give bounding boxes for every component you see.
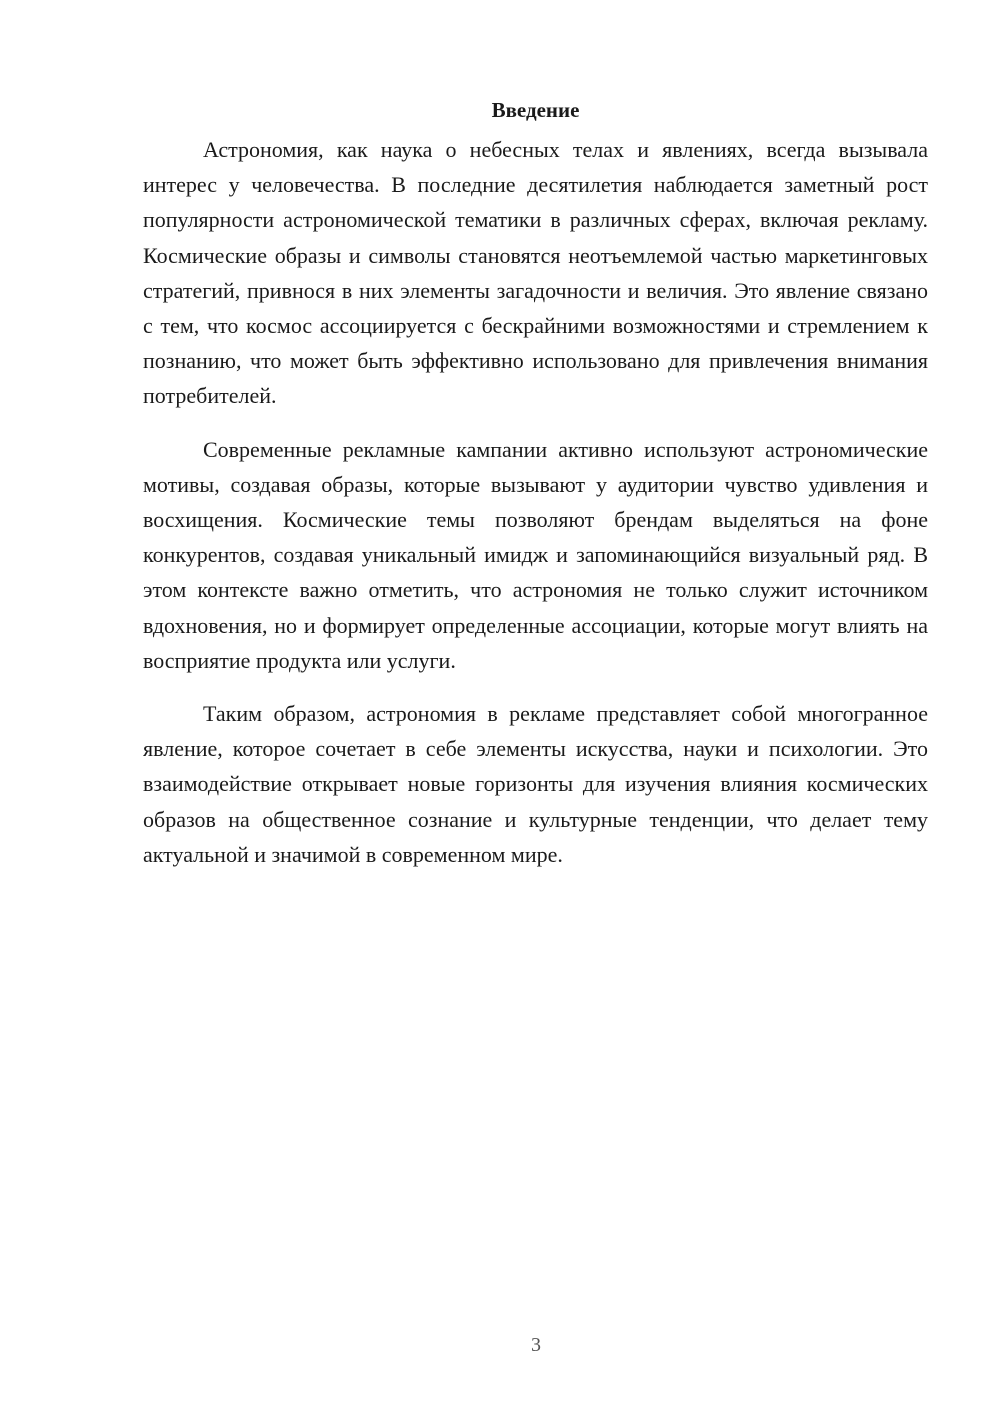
paragraph-1: Астрономия, как наука о небесных телах и явлениях, всегда вызывала интерес у человечества. В последние десятилетия наблюдается заметный рост популярности астрономической тематики в различных сферах, включая рекламу. Космические образы и символы становятся неотъемлемой частью маркетинговых стратегий, привнося в них элементы загадочности и величия. Это явление связано с тем, что космос ассоциируется с бескрайними возможностями и стремлением к познанию, что может быть эффективно использовано для привлечения внимания потребителей. [143, 137, 928, 409]
page-body [143, 92, 928, 890]
section-heading: Введение [491, 98, 580, 122]
paragraph-2: Современные рекламные кампании активно используют астрономические мотивы, создавая образы, которые вызывают у аудитории чувство удивления и восхищения. Космические темы позволяют брендам выделяться на фоне конкурентов, создавая уникальный имидж и запоминающийся визуальный ряд. В этом контексте важно отметить, что астрономия не только служит источником вдохновения, но и формирует определенные ассоциации, которые могут влиять на восприятие продукта или услуги. [143, 436, 928, 673]
paragraph-3: Таким образом, астрономия в рекламе представляет собой многогранное явление, которое сочетает в себе элементы искусства, науки и психологии. Это взаимодействие открывает новые горизонты для изучения влияния космических образов на общественное сознание и культурные тенденции, что делает тему актуальной и значимой в современном мире. [143, 701, 928, 867]
page-number: 3 [531, 1334, 541, 1356]
